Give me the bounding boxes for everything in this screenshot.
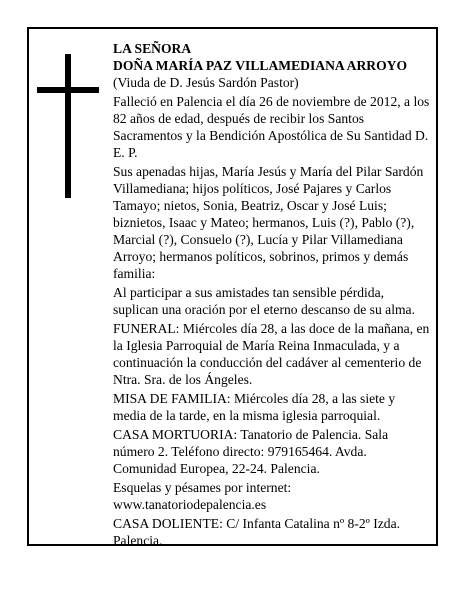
funeral-paragraph: FUNERAL: Miércoles día 28, a las doce de la mañana, en la Iglesia Parroquial de María Reina Inmaculada, y a continuación la conducción del cadáver al cementerio de Ntra. Sra. de los Ángeles. — [113, 321, 430, 387]
notice-heading: LA SEÑORA — [113, 41, 192, 56]
cross-icon — [37, 54, 99, 198]
deceased-name: DOÑA MARÍA PAZ VILLAMEDIANA ARROYO — [113, 58, 408, 73]
widow-note: (Viuda de D. Jesús Sardón Pastor) — [113, 75, 299, 90]
online-condolences-paragraph: Esquelas y pésames por internet: www.tanatoriodepalencia.es — [113, 480, 292, 512]
mourning-house-paragraph: CASA DOLIENTE: C/ Infanta Catalina nº 8-2º Izda. Palencia. — [113, 516, 401, 548]
obituary-text — [113, 40, 431, 551]
mortuary-paragraph: CASA MORTUORIA: Tanatorio de Palencia. Sala número 2. Teléfono directo: 979165464. Avda. Comunidad Europea, 22-24. Palencia. — [113, 427, 389, 476]
cross-vertical-bar — [65, 54, 71, 198]
death-paragraph: Falleció en Palencia el día 26 de noviembre de 2012, a los 82 años de edad, después de recibir los Santos Sacramentos y la Bendición Apostólica de Su Santidad D. E. P. — [113, 94, 430, 160]
family-paragraph: Sus apenadas hijas, María Jesús y María del Pilar Sardón Villamediana; hijos políticos, José Pajares y Carlos Tamayo; nietos, Sonia, Beatriz, Oscar y José Luis; biznietos, Isaac y Mateo; hermanos, Luis (?), Pablo (?), Marcial (?), Consuelo (?), Lucía y Pilar Villamediana Arroyo; hermanos políticos, sobrinos, primos y demás familia: — [113, 164, 424, 281]
cross-horizontal-bar — [37, 87, 99, 93]
family-mass-paragraph: MISA DE FAMILIA: Miércoles día 28, a las siete y media de la tarde, en la misma iglesia parroquial. — [113, 391, 396, 423]
request-paragraph: Al participar a sus amistades tan sensible pérdida, suplican una oración por el eterno descanso de su alma. — [113, 285, 415, 317]
